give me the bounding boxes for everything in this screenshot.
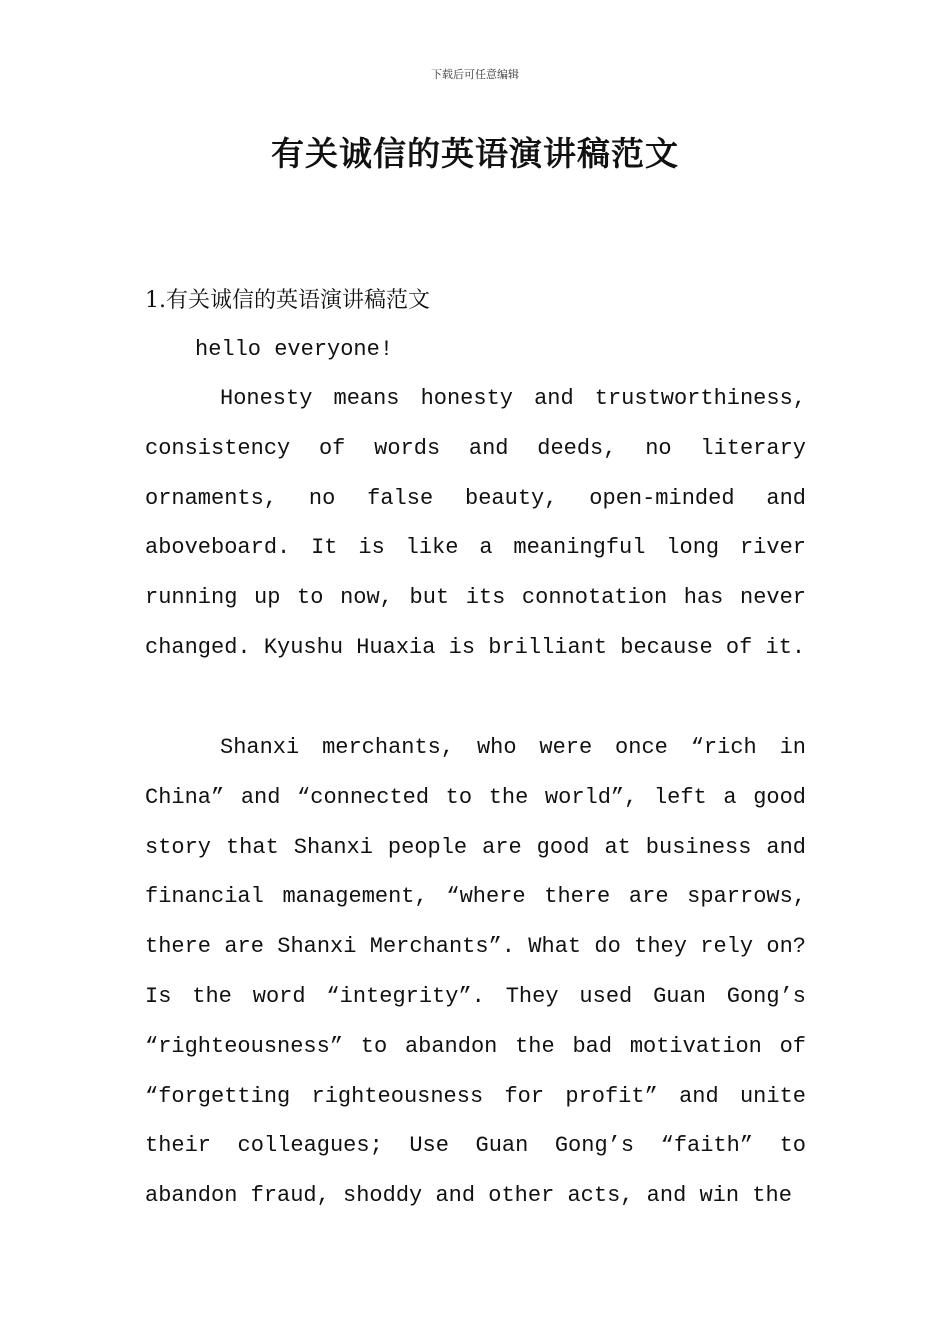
greeting-line: hello everyone! <box>195 337 394 362</box>
body-paragraph-2: Shanxi merchants, who were once “rich in China” and “connected to the world”, left a good story that Shanxi people are good at business and financial management, “where there are sparrows, there are Shanxi Merchants”. What do they rely on? Is the word “integrity”. They used Guan Gong’s “righteousness” to abandon the bad motivation of “forgetting righteousness for profit” and unite their colleagues; Use Guan Gong’s “faith” to abandon fraud, shoddy and other acts, and win the <box>145 735 806 1209</box>
section-heading: 1.有关诚信的英语演讲稿范文 <box>145 288 430 313</box>
document-title: 有关诚信的英语演讲稿范文 <box>271 134 679 173</box>
body-paragraph-1: Honesty means honesty and trustworthiness, consistency of words and deeds, no literary ornaments, no false beauty, open-minded and aboveboard. It is like a meaningful long river running up to now, but its connotation has never changed. Kyushu Huaxia is brilliant because of it. <box>145 386 806 660</box>
header-note: 下载后可任意编辑 <box>431 68 519 81</box>
